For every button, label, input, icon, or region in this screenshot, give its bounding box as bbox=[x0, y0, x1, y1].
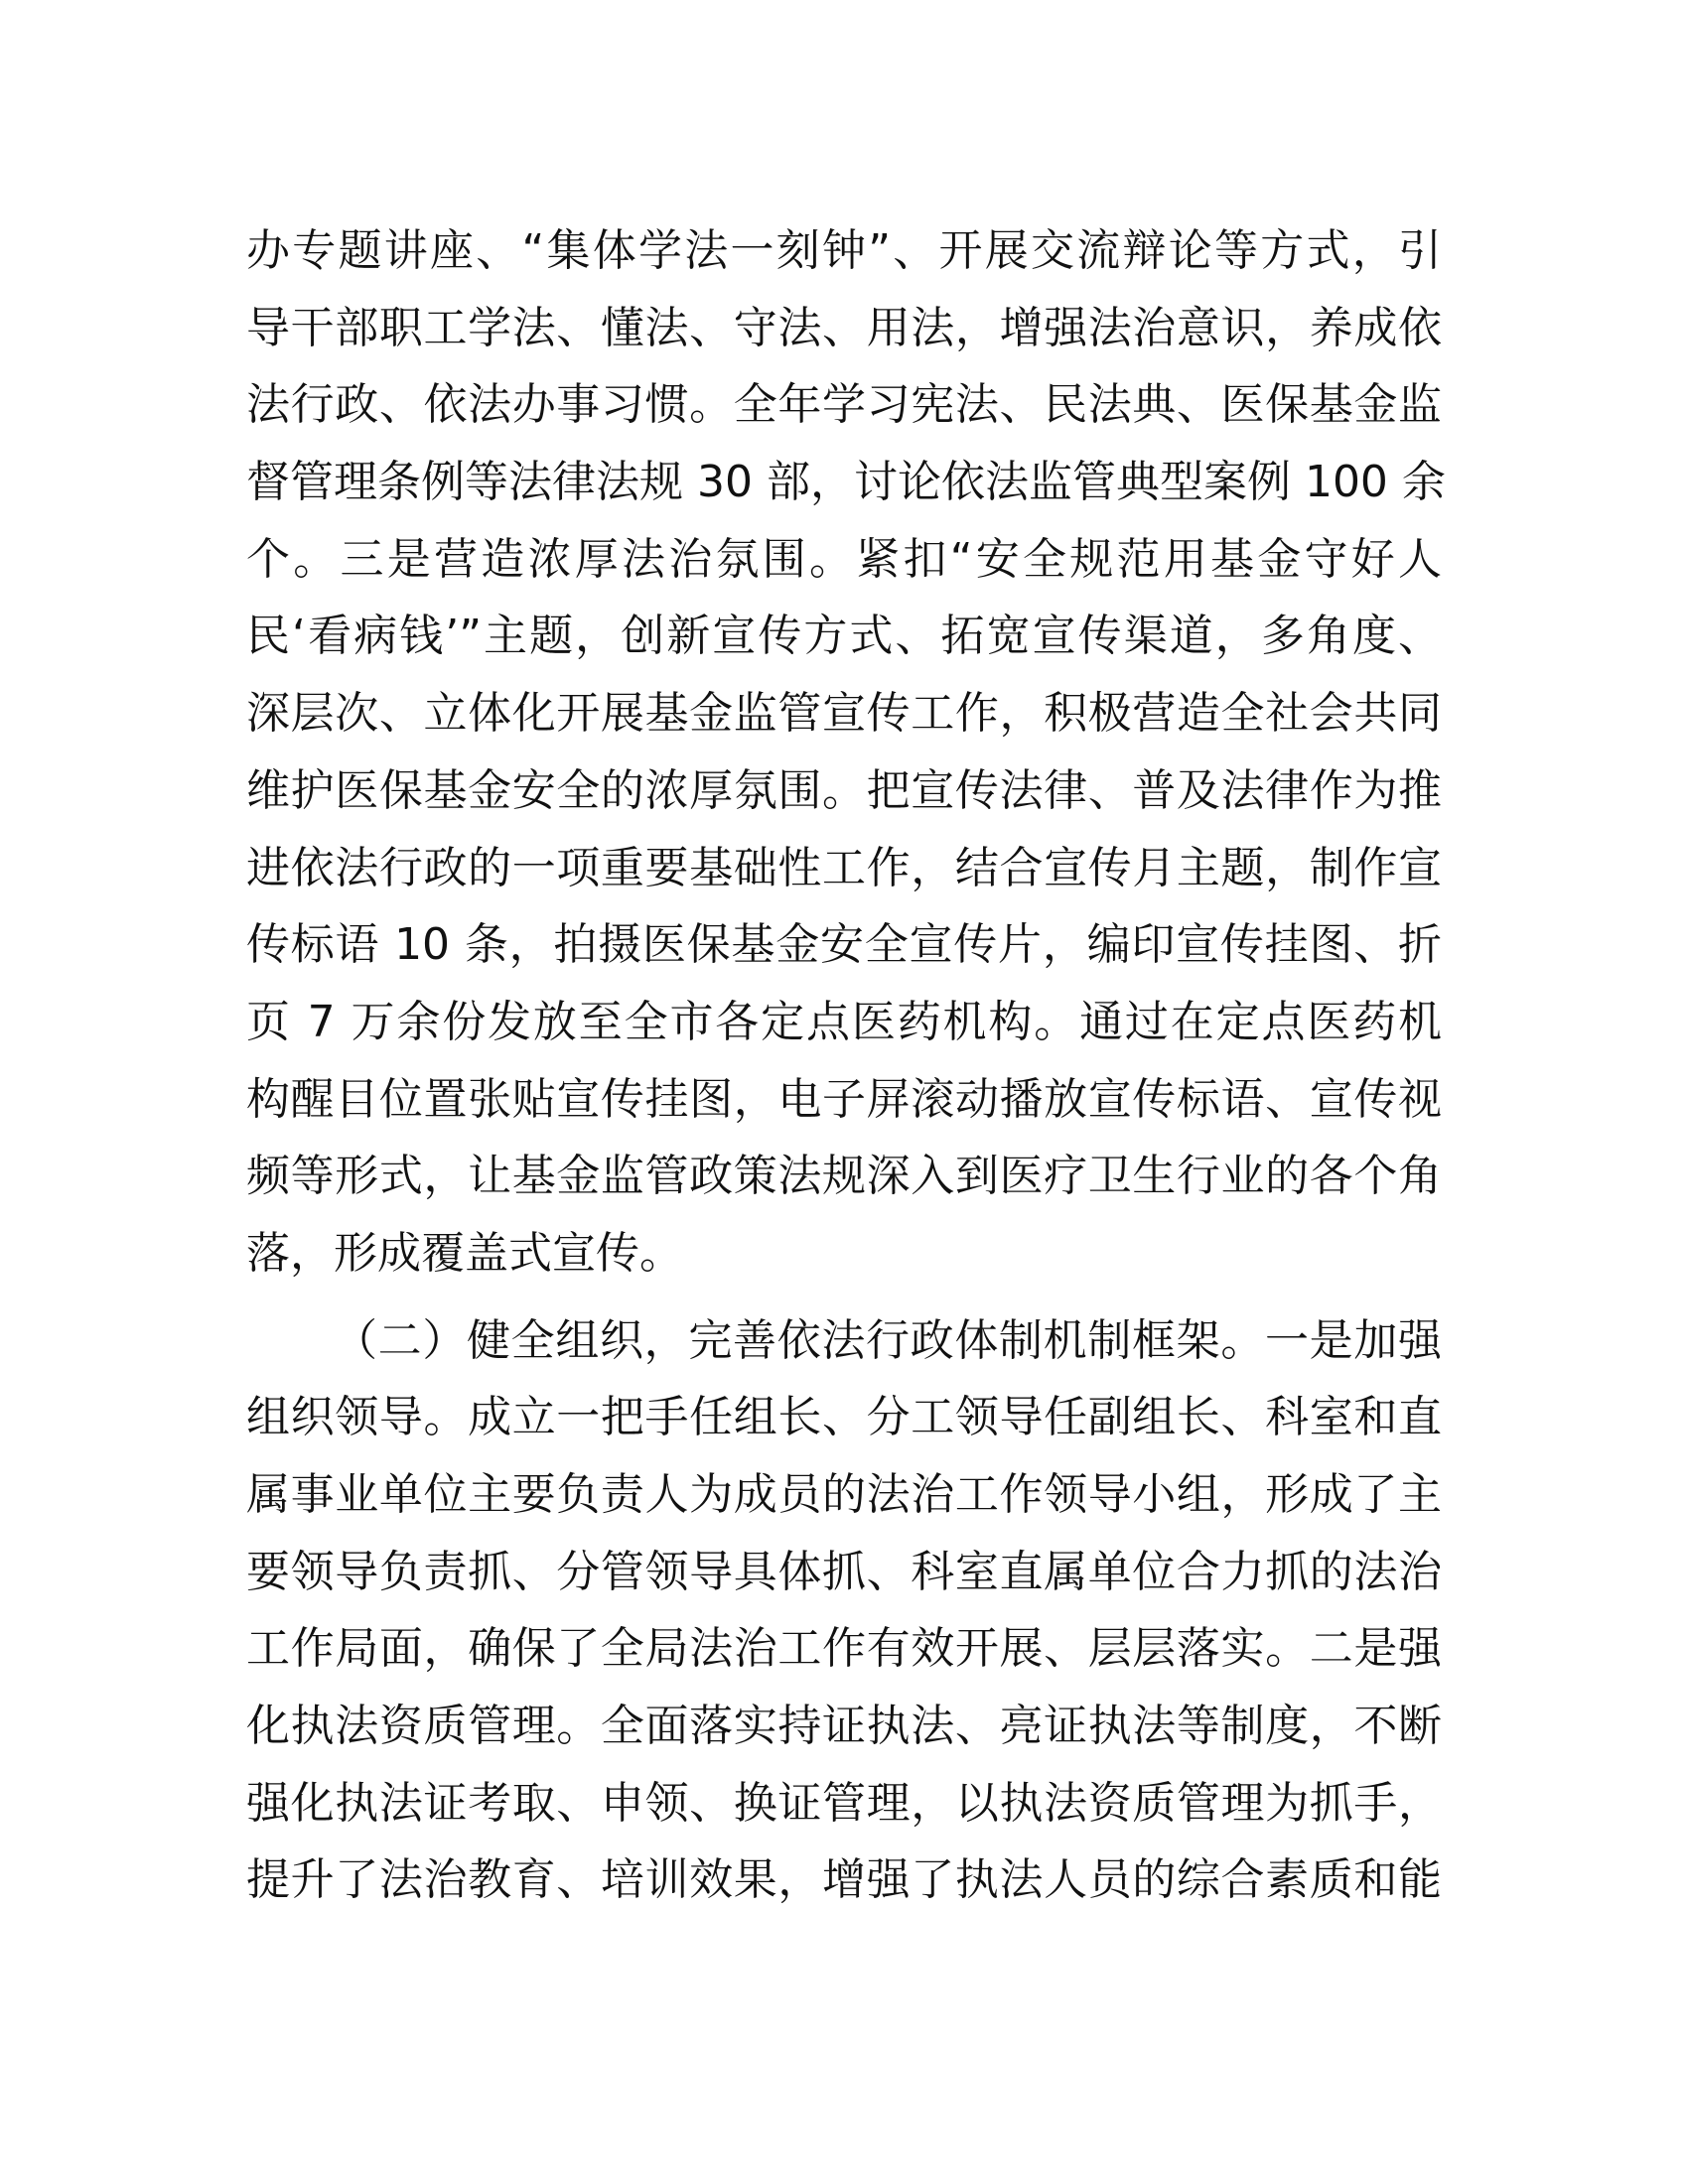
text-line: 进依法行政的一项重要基础性工作，结合宣传月主题，制作宣 bbox=[246, 842, 1442, 893]
text-line: 化执法资质管理。全面落实持证执法、亮证执法等制度，不断 bbox=[246, 1701, 1442, 1752]
text-line: 督管理条例等法律法规 30 部，讨论依法监管典型案例 100 余 bbox=[246, 457, 1446, 508]
text-line: 属事业单位主要负责人为成员的法治工作领导小组，形成了主 bbox=[246, 1469, 1442, 1520]
text-line: 提升了法治教育、培训效果，增强了执法人员的综合素质和能 bbox=[246, 1854, 1442, 1906]
text-line: 落，形成覆盖式宣传。 bbox=[246, 1227, 683, 1279]
text-line: 强化执法证考取、申领、换证管理，以执法资质管理为抓手， bbox=[246, 1777, 1442, 1829]
text-line: 组织领导。成立一把手任组长、分工领导任副组长、科室和直 bbox=[246, 1392, 1442, 1443]
text-line: 维护医保基金安全的浓厚氛围。把宣传法律、普及法律作为推 bbox=[246, 764, 1442, 816]
text-line: 频等形式，让基金监管政策法规深入到医疗卫生行业的各个角 bbox=[246, 1151, 1442, 1202]
text-line: 深层次、立体化开展基金监管宣传工作，积极营造全社会共同 bbox=[246, 688, 1442, 740]
text-line: 法行政、依法办事习惯。全年学习宪法、民法典、医保基金监 bbox=[246, 379, 1442, 431]
text-line: 要领导负责抓、分管领导具体抓、科室直属单位合力抓的法治 bbox=[246, 1546, 1442, 1597]
text-line: 传标语 10 条，拍摄医保基金安全宣传片，编印宣传挂图、折 bbox=[246, 919, 1442, 971]
paragraph-1 bbox=[246, 212, 1446, 1293]
text-line: 导干部职工学法、懂法、守法、用法，增强法治意识，养成依 bbox=[246, 302, 1442, 353]
text-line: 工作局面，确保了全局法治工作有效开展、层层落实。二是强 bbox=[246, 1623, 1442, 1675]
paragraph-2 bbox=[246, 1302, 1442, 1920]
text-line: 页 7 万余份发放至全市各定点医药机构。通过在定点医药机 bbox=[246, 996, 1442, 1047]
document-body bbox=[246, 212, 1446, 1919]
text-line: 办专题讲座、“集体学法一刻钟”、开展交流辩论等方式，引 bbox=[246, 225, 1442, 276]
paragraph-spacer bbox=[246, 1293, 1442, 1302]
text-line: （二）健全组织，完善依法行政体制机制框架。一是加强 bbox=[334, 1314, 1442, 1366]
text-line: 构醒目位置张贴宣传挂图，电子屏滚动播放宣传标语、宣传视 bbox=[246, 1073, 1442, 1125]
text-line: 个。三是营造浓厚法治氛围。紧扣“安全规范用基金守好人 bbox=[246, 533, 1442, 585]
text-line: 民‘看病钱’”主题，创新宣传方式、拓宽宣传渠道，多角度、 bbox=[246, 611, 1442, 662]
